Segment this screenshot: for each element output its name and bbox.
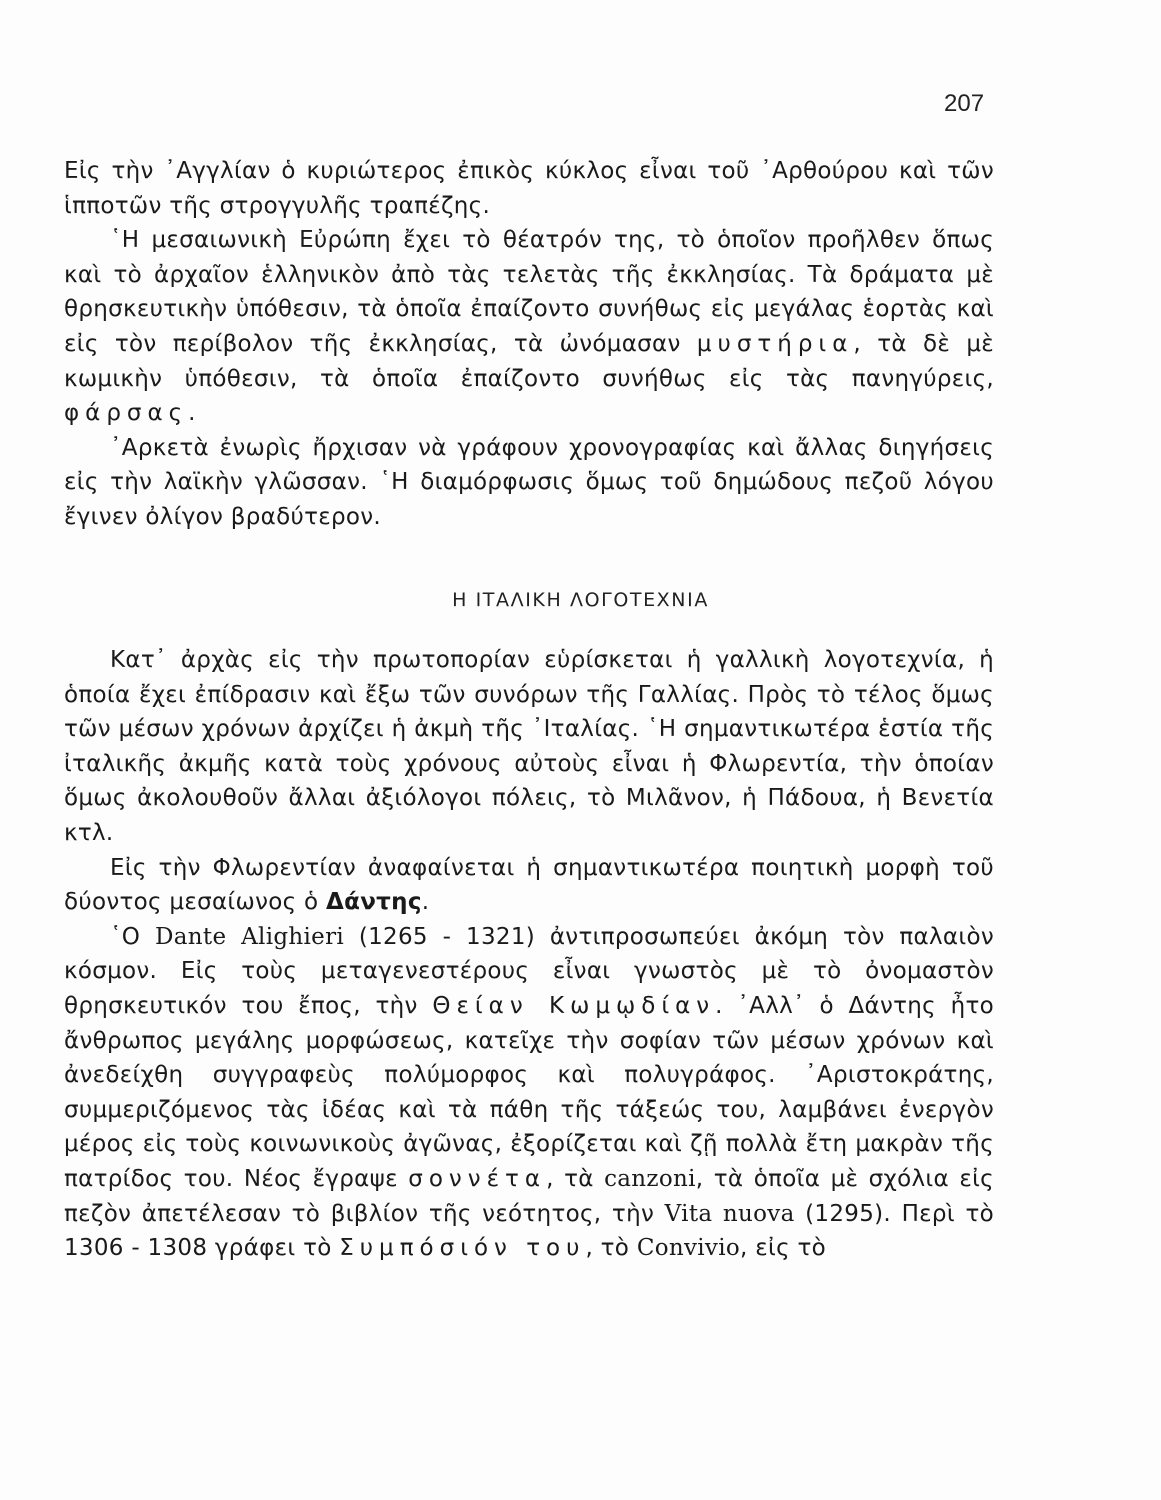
paragraph-text: ῾Η μεσαιωνικὴ Εὐρώπη ἔχει τὸ θέατρόν της, τὸ ὁποῖον προῆλθεν ὅπως καὶ τὸ ἀρχαῖον ἑλληνικὸν ἀπὸ τὰς τελετὰς τῆς ἐκκλησίας. Τὰ δράματα μὲ θρησκευτικὴν ὑπόθεσιν, τὰ ὁποῖα ἐπαίζοντο συνήθως εἰς μεγάλας ἑορτὰς καὶ εἰς τὸν περίβολον τῆς ἐκκλησίας, τὰ ὠνόμασαν (64, 227, 994, 357)
paragraph-text: , τὰ δὲ μὲ κωμικὴν ὑπόθεσιν, τὰ ὁποῖα ἐπαίζοντο συνήθως εἰς τὰς πανηγύρεις, (64, 330, 994, 392)
paragraph-text: . (421, 889, 430, 916)
term-sonnets: σοννέτα (408, 1165, 547, 1192)
text-block-english-literature (64, 154, 994, 535)
term-farsas: φάρσας (64, 400, 189, 427)
paragraph-text: , τὰ (546, 1165, 594, 1192)
term-divine-comedy: Θείαν Κωμῳδίαν (432, 992, 716, 1019)
paragraph-text: . ᾿Αλλ᾿ ὁ Δάντης ἦτο ἄνθρωπος μεγάλης μορφώσεως, κατεῖχε τὴν σοφίαν τῶν μέσων χρόνων καὶ ἀνεδείχθη συγγραφεὺς πολύμορφος καὶ πολυγράφος. ᾿Αριστοκράτης, συμμεριζόμενος τὰς ἰδέας καὶ τὰ πάθη τῆς τάξεώς του, λαμβάνει ἐνεργὸν μέρος εἰς τοὺς κοινωνικοὺς ἀγῶνας, ἐξορίζεται καὶ ζῇ πολλὰ ἔτη μακρὰν τῆς πατρίδος του. Νέος ἔγραψε (64, 992, 994, 1192)
latin-canzoni: canzoni (604, 1165, 696, 1192)
page-number: 207 (944, 90, 985, 117)
paragraph-text: , τὸ (585, 1235, 630, 1262)
latin-name: Dante Alighieri (155, 923, 345, 950)
paragraph-chronicles: ᾿Αρκετὰ ἐνωρὶς ἤρχισαν νὰ γράφουν χρονογραφίας καὶ ἄλλας διηγήσεις εἰς τὴν λαϊκὴν γλῶσσαν. ῾Η διαμόρφωσις ὅμως τοῦ δημώδους πεζοῦ λόγου ἔγινεν ὀλίγον βραδύτερον. (64, 434, 994, 530)
paragraph-medieval-theatre (64, 223, 994, 431)
term-mysteria: μυστήρια (696, 330, 854, 357)
latin-convivio: Convivio (636, 1235, 741, 1262)
term-symposium: Συμπόσιόν του (339, 1235, 586, 1262)
paragraph-text: Εἰς τὴν Φλωρεντίαν ἀναφαίνεται ἡ σημαντικωτέρα ποιητικὴ μορφὴ τοῦ δύοντος μεσαίωνος ὁ (64, 854, 994, 916)
paragraph-text: . (188, 400, 196, 427)
paragraph-text: ῾Ο (110, 923, 141, 950)
paragraph-french-influence: Κατ᾿ ἀρχὰς εἰς τὴν πρωτοπορίαν εὑρίσκεται ἡ γαλλικὴ λογοτεχνία, ἡ ὁποία ἔχει ἐπίδρασιν καὶ ἔξω τῶν συνόρων τῆς Γαλλίας. Πρὸς τὸ τέλος ὅμως τῶν μέσων χρόνων ἀρχίζει ἡ ἀκμὴ τῆς ᾿Ιταλίας. ῾Η σημαντικωτέρα ἑστία τῆς ἰταλικῆς ἀκμῆς κατὰ τοὺς χρόνους αὐτοὺς εἶναι ἡ Φλωρεντία, τὴν ὁποίαν ὅμως ἀκολουθοῦν ἄλλαι ἀξιόλογοι πόλεις, τὸ Μιλᾶνον, ἡ Πάδουα, ἡ Βενετία κτλ. (64, 647, 994, 846)
dante-name: Δάντης (326, 889, 422, 916)
paragraph-text: , εἰς τὸ (740, 1235, 826, 1262)
latin-vita-nuova: Vita nuova (664, 1200, 795, 1227)
paragraph-text: , τὰ ὁποῖα μὲ σχόλια εἰς πεζὸν ἀπετέλεσαν τὸ βιβλίον τῆς νεότητος, τὴν (64, 1165, 994, 1227)
paragraph-text: (1295). Περὶ τὸ 1306 - 1308 γράφει τὸ (64, 1200, 994, 1262)
section-heading: Η ΙΤΑΛΙΚΗ ΛΟΓΟΤΕΧΝΙΑ (452, 589, 709, 611)
paragraph-arthurian-cycle: Εἰς τὴν ᾿Αγγλίαν ὁ κυριώτερος ἐπικὸς κύκλος εἶναι τοῦ ᾿Αρθούρου καὶ τῶν ἱπποτῶν τῆς στρογγυλῆς τραπέζης. (64, 158, 994, 219)
paragraph-dante-biography (64, 920, 994, 1266)
paragraph-florence-dante (64, 851, 994, 920)
paragraph-text: (1265 - 1321) ἀντιπροσωπεύει ἀκόμη τὸν παλαιὸν κόσμον. Εἰς τοὺς μεταγενεστέρους εἶναι γνωστὸς μὲ τὸ ὀνομαστὸν θρησκευτικόν του ἔπος, τὴν (64, 923, 994, 1019)
text-block-italian-literature (64, 643, 994, 1266)
